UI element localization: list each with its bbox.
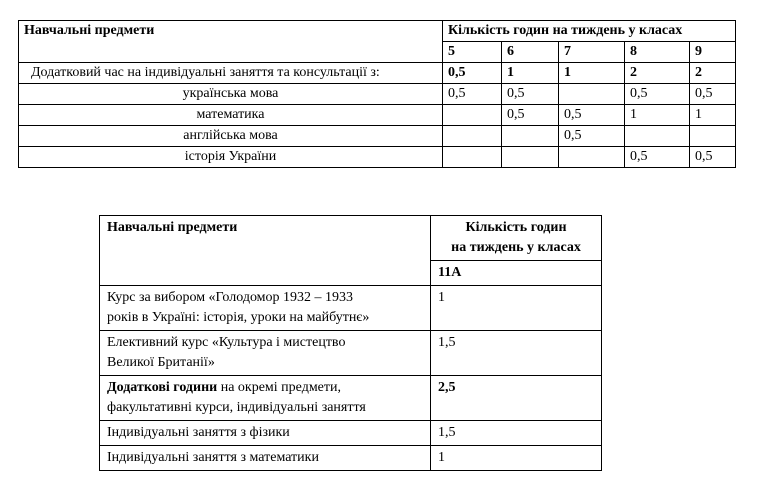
- hours-table-grades-5-9: [18, 20, 736, 168]
- grade-cell: 6: [502, 42, 559, 63]
- table-header-row: [100, 216, 602, 261]
- value-cell: [625, 126, 690, 147]
- value-cell: 0,5: [443, 63, 502, 84]
- grade-cell: 7: [559, 42, 625, 63]
- value-cell: [690, 126, 736, 147]
- table-row: [100, 286, 602, 331]
- value-cell: 1: [690, 105, 736, 126]
- grade-cell: 5: [443, 42, 502, 63]
- value-cell: 2: [690, 63, 736, 84]
- value-cell: 2: [625, 63, 690, 84]
- subject-text: на окремі предмети,: [217, 380, 342, 395]
- value-cell: 1,5: [431, 421, 602, 446]
- subject-cell: Індивідуальні заняття з математики: [100, 446, 431, 471]
- value-cell: 0,5: [502, 105, 559, 126]
- table-row: [19, 84, 736, 105]
- value-cell: 0,5: [559, 126, 625, 147]
- value-cell: 1: [431, 446, 602, 471]
- header-hours-line2: на тиждень у класах: [451, 240, 581, 255]
- header-hours: [431, 216, 602, 261]
- hours-table-grade-11: [99, 215, 602, 471]
- subject-cell: українська мова: [19, 84, 443, 105]
- value-cell: [559, 84, 625, 105]
- subject-cell: [100, 331, 431, 376]
- value-cell: 2,5: [431, 376, 602, 421]
- subject-cell: англійська мова: [19, 126, 443, 147]
- table-row: [19, 147, 736, 168]
- value-cell: 0,5: [690, 147, 736, 168]
- value-cell: 0,5: [559, 105, 625, 126]
- value-cell: [443, 147, 502, 168]
- value-cell: [502, 126, 559, 147]
- grade-cell: 8: [625, 42, 690, 63]
- subject-cell: математика: [19, 105, 443, 126]
- header-hours: Кількість годин на тиждень у класах: [443, 21, 736, 42]
- table-header-row: [19, 21, 736, 42]
- table-row: [19, 63, 736, 84]
- table-row: [19, 105, 736, 126]
- value-cell: 0,5: [625, 147, 690, 168]
- subject-cell: історія України: [19, 147, 443, 168]
- grade-cell: 9: [690, 42, 736, 63]
- table-row: [100, 421, 602, 446]
- table-row: [100, 331, 602, 376]
- value-cell: [443, 105, 502, 126]
- value-cell: [559, 147, 625, 168]
- value-cell: 1: [502, 63, 559, 84]
- subject-cell: Індивідуальні заняття з фізики: [100, 421, 431, 446]
- value-cell: 0,5: [443, 84, 502, 105]
- subject-bold-text: Додаткові години: [107, 380, 218, 395]
- subject-line: факультативні курси, індивідуальні заняття: [107, 400, 366, 415]
- subject-cell: [100, 376, 431, 421]
- value-cell: [502, 147, 559, 168]
- value-cell: 0,5: [690, 84, 736, 105]
- subject-line: Курс за вибором «Голодомор 1932 – 1933: [107, 290, 354, 305]
- table-row: [19, 126, 736, 147]
- value-cell: 1: [559, 63, 625, 84]
- subject-line: [107, 378, 423, 398]
- subject-line: Великої Британії»: [107, 355, 215, 370]
- value-cell: 1,5: [431, 331, 602, 376]
- subject-line: Елективний курс «Культура і мистецтво: [107, 335, 346, 350]
- header-subjects: Навчальні предмети: [19, 21, 443, 63]
- value-cell: 0,5: [502, 84, 559, 105]
- grade-cell: 11А: [431, 261, 602, 286]
- table-row: [100, 376, 602, 421]
- subject-cell: Додатковий час на індивідуальні заняття та консультації з:: [19, 63, 443, 84]
- table-row: [100, 446, 602, 471]
- header-subjects: Навчальні предмети: [100, 216, 431, 286]
- value-cell: 1: [625, 105, 690, 126]
- subject-line: років в Україні: історія, уроки на майбутнє»: [107, 310, 370, 325]
- value-cell: [443, 126, 502, 147]
- subject-cell: [100, 286, 431, 331]
- header-hours-line1: Кількість годин: [465, 220, 567, 235]
- value-cell: 1: [431, 286, 602, 331]
- value-cell: 0,5: [625, 84, 690, 105]
